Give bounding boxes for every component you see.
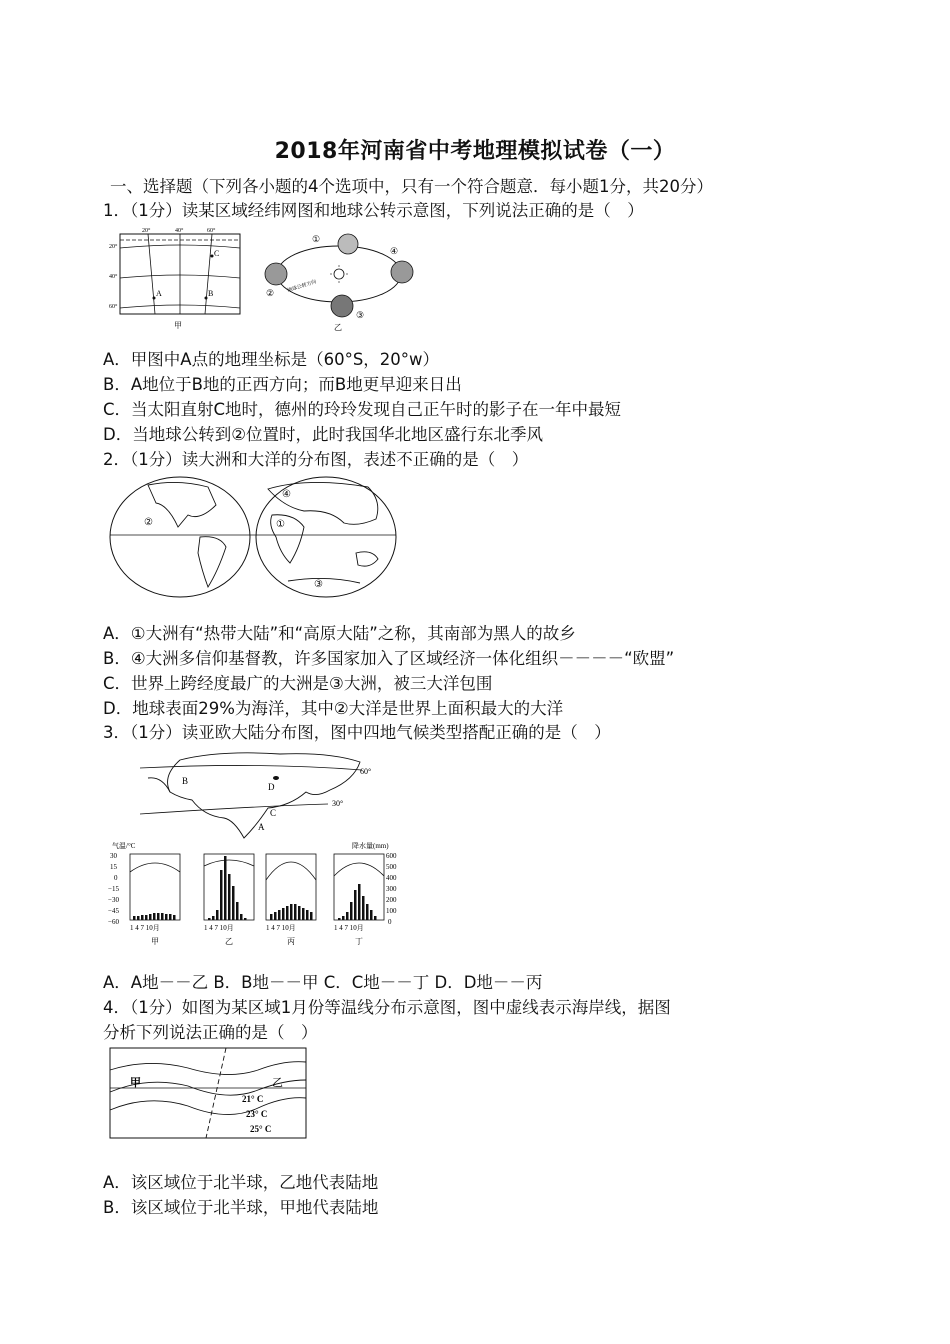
lon-label-40: 40° bbox=[175, 228, 184, 234]
map-marker-4: ④ bbox=[282, 489, 291, 500]
q1-option-b: B．A地位于B地的正西方向；而B地更早迎来日出 bbox=[103, 375, 462, 394]
precip-tick-6: 0 bbox=[388, 918, 392, 926]
pos-1-label: ① bbox=[312, 234, 321, 244]
point-a: A bbox=[258, 822, 265, 832]
temp-tick-5: −45 bbox=[108, 907, 119, 915]
label-jia: 甲 bbox=[130, 1077, 141, 1089]
map-marker-1: ① bbox=[276, 519, 285, 530]
page-title: 2018年河南省中考地理模拟试卷（一） bbox=[274, 139, 676, 164]
figure-label-jia: 甲 bbox=[174, 321, 182, 330]
precip-tick-4: 200 bbox=[386, 896, 397, 904]
lon-label-60: 60° bbox=[207, 228, 216, 234]
lat-30-label: 30° bbox=[332, 799, 344, 808]
point-b: B bbox=[182, 776, 189, 786]
climate-chart-ding bbox=[334, 854, 384, 920]
earth-position-2 bbox=[265, 263, 287, 285]
q4-option-b: B．该区域位于北半球，甲地代表陆地 bbox=[103, 1198, 379, 1217]
months-label-yi: 1 4 7 10月 bbox=[204, 924, 234, 932]
q2-option-d: D．地球表面29%为海洋，其中②大洋是世界上面积最大的大洋 bbox=[103, 699, 564, 718]
earth-position-3 bbox=[331, 295, 353, 317]
temp-tick-0: 30 bbox=[110, 852, 117, 860]
pos-3-label: ③ bbox=[356, 310, 365, 320]
q1-orbit-diagram-yi bbox=[262, 226, 417, 334]
temp-tick-2: 0 bbox=[114, 874, 118, 882]
q1-graticule-map-jia bbox=[108, 226, 248, 334]
months-label-ding: 1 4 7 10月 bbox=[334, 924, 364, 932]
q2-option-b: B．④大洲多信仰基督教，许多国家加入了区域经济一体化组织－－－－“欧盟” bbox=[103, 649, 675, 668]
pos-2-label: ② bbox=[266, 288, 275, 298]
point-c: C bbox=[214, 249, 220, 258]
climate-chart-yi bbox=[204, 854, 254, 920]
question-1-stem: 1．（1分）读某区域经纬网图和地球公转示意图，下列说法正确的是（ ） bbox=[103, 201, 644, 220]
precip-axis-title: 降水量(mm) bbox=[352, 842, 389, 850]
lat-60-label: 60° bbox=[360, 767, 372, 776]
temp-tick-4: −30 bbox=[108, 896, 119, 904]
precip-tick-3: 300 bbox=[386, 885, 397, 893]
temp-axis-title: 气温/°C bbox=[112, 842, 136, 850]
pos-4-label: ④ bbox=[390, 246, 399, 256]
question-4-stem-line-2: 分析下列说法正确的是（ ） bbox=[103, 1023, 318, 1042]
chart-name-yi: 乙 bbox=[225, 937, 233, 946]
q4-option-a: A．该区域位于北半球，乙地代表陆地 bbox=[103, 1173, 379, 1192]
point-a: A bbox=[156, 289, 162, 298]
map-marker-2: ② bbox=[144, 517, 153, 528]
label-yi: 乙 bbox=[272, 1077, 283, 1089]
precip-tick-1: 500 bbox=[386, 863, 397, 871]
lat-label-60: 60° bbox=[109, 304, 118, 310]
question-2-stem: 2．（1分）读大洲和大洋的分布图，表述不正确的是（ ） bbox=[103, 450, 529, 469]
section-heading: 一、选择题（下列各小题的4个选项中，只有一个符合题意．每小题1分，共20分） bbox=[110, 177, 713, 196]
figure-label-yi: 乙 bbox=[334, 323, 342, 332]
isotherm-25: 25° C bbox=[250, 1124, 272, 1134]
precip-tick-0: 600 bbox=[386, 852, 397, 860]
q3-options: A．A地－－乙 B．B地－－甲 C．C地－－丁 D．D地－－丙 bbox=[103, 973, 543, 992]
q2-continents-oceans-map bbox=[108, 475, 400, 600]
precip-tick-2: 400 bbox=[386, 874, 397, 882]
isotherm-23: 23° C bbox=[246, 1109, 268, 1119]
map-marker-3: ③ bbox=[314, 579, 323, 590]
earth-position-1 bbox=[338, 234, 358, 254]
q4-isotherm-map bbox=[108, 1046, 308, 1142]
q3-climate-charts bbox=[108, 840, 410, 952]
question-3-stem: 3．（1分）读亚欧大陆分布图，图中四地气候类型搭配正确的是（ ） bbox=[103, 723, 611, 742]
lon-label-20: 20° bbox=[142, 228, 151, 234]
lat-label-40: 40° bbox=[109, 274, 118, 280]
months-label-jia: 1 4 7 10月 bbox=[130, 924, 160, 932]
sun-icon bbox=[334, 269, 344, 279]
point-c: C bbox=[270, 808, 277, 818]
precip-tick-5: 100 bbox=[386, 907, 397, 915]
chart-name-jia: 甲 bbox=[151, 937, 159, 946]
climate-chart-bing bbox=[266, 854, 316, 920]
q1-option-a: A．甲图中A点的地理坐标是（60°S，20°w） bbox=[103, 350, 440, 369]
chart-name-bing: 丙 bbox=[287, 937, 295, 946]
point-d: D bbox=[268, 782, 275, 792]
isotherm-21: 21° C bbox=[242, 1094, 264, 1104]
temp-tick-3: −15 bbox=[108, 885, 119, 893]
q1-option-d: D．当地球公转到②位置时，此时我国华北地区盛行东北季风 bbox=[103, 425, 543, 444]
q2-option-a: A．①大洲有“热带大陆”和“高原大陆”之称，其南部为黑人的故乡 bbox=[103, 624, 576, 643]
q2-option-c: C．世界上跨经度最广的大洲是③大洲，被三大洋包围 bbox=[103, 674, 493, 693]
q3-eurasia-map bbox=[140, 748, 390, 840]
temp-tick-1: 15 bbox=[110, 863, 117, 871]
climate-chart-jia bbox=[130, 854, 180, 920]
months-label-bing: 1 4 7 10月 bbox=[266, 924, 296, 932]
chart-name-ding: 丁 bbox=[355, 937, 363, 946]
q1-option-c: C．当太阳直射C地时，德州的玲玲发现自己正午时的影子在一年中最短 bbox=[103, 400, 622, 419]
earth-position-4 bbox=[391, 261, 413, 283]
orbit-direction-label: 地球公转方向 bbox=[287, 279, 318, 294]
temp-tick-6: −60 bbox=[108, 918, 119, 926]
question-4-stem-line-1: 4．（1分）如图为某区域1月份等温线分布示意图，图中虚线表示海岸线，据图 bbox=[103, 998, 671, 1017]
point-b: B bbox=[208, 289, 214, 298]
lat-label-20: 20° bbox=[109, 244, 118, 250]
